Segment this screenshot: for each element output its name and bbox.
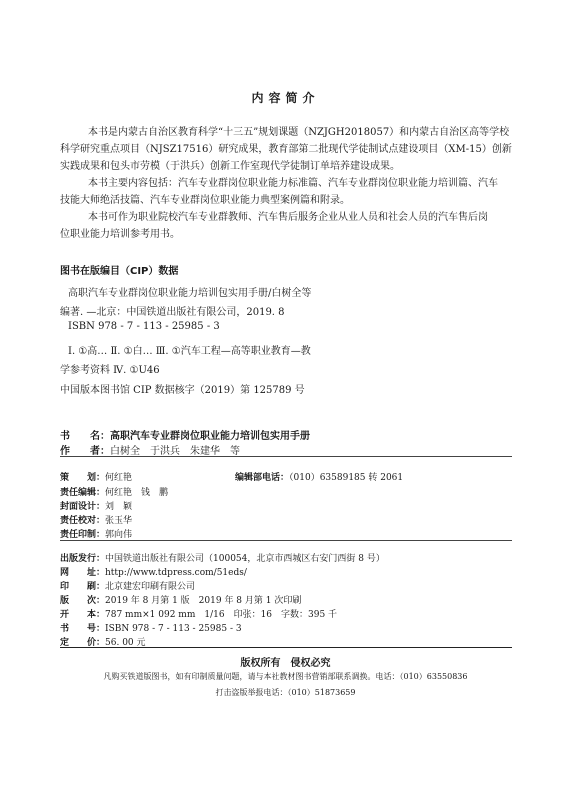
editor-value: 何红艳 钱 鹏 (105, 488, 169, 498)
phone-value: （010）63589185 转 2061 (289, 473, 404, 483)
print-duty-label: 责任印制： (60, 530, 106, 540)
format-value: 787 mm×1 092 mm 1/16 印张：16 字数：395 千 (105, 610, 338, 620)
quality-notice: 凡购买铁道版图书，如有印制质量问题，请与本社教材图书营销部联系调换。电话：（010）63550836 (103, 672, 468, 681)
summary-para1-line1: 本书是内蒙古自治区教育科学“十三五”规划课题（NZJGH2018057）和内蒙古自治区高等学校 (88, 127, 510, 138)
cover-label: 封面设计： (60, 502, 106, 512)
proof-value: 张玉华 (105, 516, 133, 526)
isbn-value: ISBN 978 - 7 - 113 - 25985 - 3 (105, 624, 242, 634)
planning-label: 策 划： (60, 473, 106, 483)
phone-row (235, 465, 403, 484)
cip-heading: 图书在版编目（CIP）数据 (60, 266, 179, 277)
book-author-label: 作 者： (60, 446, 110, 457)
publisher-label: 出版发行： (60, 554, 106, 564)
book-title-label: 书 名： (60, 431, 110, 442)
book-author-value: 白树全 于洪兵 朱建华 等 (110, 446, 240, 457)
summary-para1-line3: 实践成果和包头市劳模（于洪兵）创新工作室现代学徒制订单培养建设成果。 (60, 161, 400, 172)
format-label: 开 本： (60, 610, 106, 620)
print-duty-row (60, 522, 132, 541)
piracy-hotline: 打击盗版举报电话：（010）51873659 (215, 688, 356, 697)
book-title-value: 高职汽车专业群岗位职业能力培训包实用手册 (110, 431, 310, 442)
summary-para3-line2: 位职业能力培训参考用书。 (60, 229, 180, 240)
planning-value: 何红艳 (105, 473, 133, 483)
summary-title: 内容简介 (251, 91, 320, 105)
summary-para2-line2: 技能大师绝活技篇、汽车专业群岗位职业能力典型案例篇和附录。 (60, 195, 350, 206)
cip-line-4: Ⅰ. ①高… Ⅱ. ①白… Ⅲ. ①汽车工程—高等职业教育—教 (68, 346, 311, 357)
divider-3 (60, 647, 512, 648)
cip-line-3: ISBN 978 - 7 - 113 - 25985 - 3 (68, 321, 220, 332)
cip-line-2: 编著. —北京：中国铁道出版社有限公司，2019. 8 (60, 307, 285, 318)
edition-label: 版 次： (60, 596, 106, 606)
web-label: 网 址： (60, 568, 106, 578)
edition-value: 2019 年 8 月第 1 版 2019 年 8 月第 1 次印刷 (105, 596, 302, 606)
cover-value: 刘 颖 (105, 502, 133, 512)
proof-label: 责任校对： (60, 516, 106, 526)
isbn-label: 书 号： (60, 624, 106, 634)
summary-para1-line2: 科学研究重点项目（NJSZ17516）研究成果，教育部第二批现代学徒制试点建设项目（XM-15）创新 (60, 144, 512, 155)
price-label: 定 价： (60, 638, 106, 648)
summary-para3-line1: 本书可作为职业院校汽车专业群教师、汽车售后服务企业从业人员和社会人员的汽车售后岗 (88, 212, 488, 223)
divider-1 (60, 456, 512, 457)
divider-2 (60, 540, 512, 541)
printer-label: 印 刷： (60, 582, 106, 592)
printer-value: 北京建宏印刷有限公司 (105, 582, 196, 592)
copyright-notice: 版权所有 侵权必究 (240, 658, 331, 669)
cip-line-1: 高职汽车专业群岗位职业能力培训包实用手册/白树全等 (68, 288, 312, 299)
cip-line-5: 学参考资料 Ⅳ. ①U46 (60, 365, 160, 376)
print-duty-value: 郭向伟 (105, 530, 133, 540)
cip-line-6: 中国版本图书馆 CIP 数据核字（2019）第 125789 号 (60, 385, 305, 396)
summary-para2-line1: 本书主要内容包括：汽车专业群岗位职业能力标准篇、汽车专业群岗位职业能力培训篇、汽车 (88, 178, 498, 189)
web-value: http://www.tdpress.com/51eds/ (105, 568, 247, 578)
phone-label: 编辑部电话： (235, 473, 290, 483)
price-value: 56. 00 元 (105, 638, 146, 648)
publisher-value: 中国铁道出版社有限公司（100054，北京市西城区右安门西街 8 号） (105, 554, 385, 564)
editor-label: 责任编辑： (60, 488, 106, 498)
